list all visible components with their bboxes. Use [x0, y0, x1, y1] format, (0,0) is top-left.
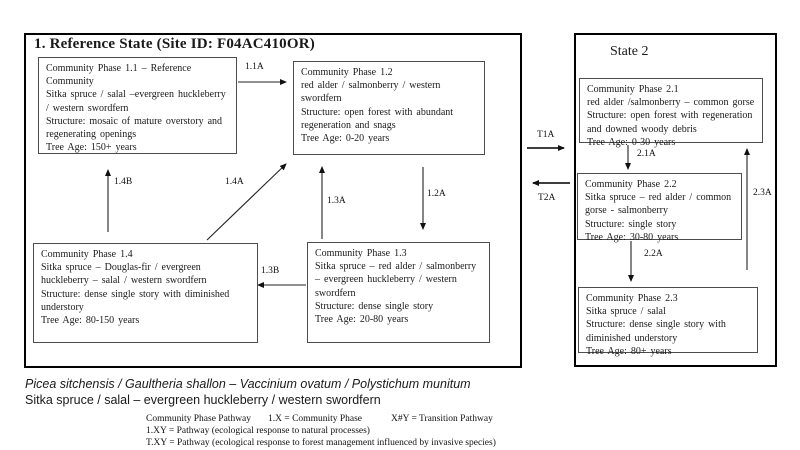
phase-box-2-1 — [579, 78, 763, 148]
phase-1-4-structure: Structure: dense single story with diminished understory — [41, 288, 230, 313]
phase-2-1-label: Community Phase 2.1 — [587, 84, 679, 95]
pathway-label-2-2A: 2.2A — [644, 249, 663, 259]
phase-box-2-3 — [578, 287, 758, 357]
state1-title: 1. Reference State (Site ID: F04AC410OR) — [34, 36, 315, 52]
legend-management-pathway: T.XY = Pathway (ecological response to forest management influenced by invasive species) — [146, 438, 496, 448]
phase-box-1-1 — [38, 57, 237, 154]
pathway-label-1-2A: 1.2A — [427, 189, 446, 199]
legend-phase-pathway: Community Phase Pathway — [146, 414, 252, 424]
phase-1-2-plants: red alder / salmonberry / western swordfern — [301, 80, 441, 105]
pathway-label-1-1A: 1.1A — [245, 62, 264, 72]
phase-2-3-age: Tree Age: 80+ years — [586, 345, 672, 357]
transition-label-T2A: T2A — [538, 193, 556, 203]
phase-1-3-label: Community Phase 1.3 — [315, 248, 407, 259]
legend-community-phase: 1.X = Community Phase — [268, 414, 363, 424]
phase-1-1-plants: Sitka spruce / salal –evergreen huckleberry / western swordfern — [46, 89, 226, 114]
phase-box-1-4 — [33, 243, 258, 343]
phase-2-2-age: Tree Age: 30-80 years — [585, 231, 679, 243]
phase-1-4-age: Tree Age: 80-150 years — [41, 314, 140, 326]
phase-2-2-plants: Sitka spruce – red alder / common gorse - salmonberry — [585, 192, 732, 217]
pathway-label-1-3B: 1.3B — [261, 266, 280, 276]
pathway-label-1-4B: 1.4B — [114, 177, 133, 187]
phase-1-2-structure: Structure: open forest with abundant regeneration and snags — [301, 106, 454, 131]
pathway-label-2-1A: 2.1A — [637, 149, 656, 159]
phase-1-3-plants: Sitka spruce – red alder / salmonberry – evergreen huckleberry / western swordfern — [315, 261, 477, 299]
phase-box-1-2 — [293, 61, 485, 155]
phase-2-3-structure: Structure: dense single story with diminished understory — [586, 319, 726, 344]
phase-2-1-structure: Structure: open forest with regeneration and downed woody debris — [587, 110, 753, 135]
phase-1-4-label: Community Phase 1.4 — [41, 249, 133, 260]
state2-title: State 2 — [610, 44, 649, 59]
phase-1-3-structure: Structure: dense single story — [315, 300, 434, 312]
phase-1-2-label: Community Phase 1.2 — [301, 67, 393, 78]
footer-latin-names: Picea sitchensis / Gaultheria shallon – Vaccinium ovatum / Polystichum munitum — [25, 377, 471, 391]
legend-natural-pathway: 1.XY = Pathway (ecological response to natural processes) — [146, 426, 370, 436]
phase-1-2-age: Tree Age: 0-20 years — [301, 132, 390, 144]
footer-common-names: Sitka spruce / salal – evergreen huckleberry / western swordfern — [25, 393, 381, 407]
transition-label-T1A: T1A — [537, 130, 555, 140]
phase-1-1-age: Tree Age: 150+ years — [46, 142, 137, 154]
phase-2-3-label: Community Phase 2.3 — [586, 293, 678, 304]
phase-1-4-plants: Sitka spruce – Douglas-fir / evergreen huckleberry – salal / western swordfern — [41, 262, 207, 287]
phase-2-2-structure: Structure: single story — [585, 218, 677, 230]
phase-1-1-label: Community Phase 1.1 – Reference Community — [46, 63, 192, 88]
legend-transition-pathway: X#Y = Transition Pathway — [391, 414, 493, 424]
phase-2-2-label: Community Phase 2.2 — [585, 179, 677, 190]
phase-1-1-structure: Structure: mosaic of mature overstory and regenerating openings — [46, 115, 223, 140]
phase-2-1-plants: red alder /salmonberry – common gorse — [587, 97, 755, 109]
phase-1-3-age: Tree Age: 20-80 years — [315, 313, 409, 325]
phase-box-2-2 — [577, 173, 742, 243]
pathway-label-1-3A: 1.3A — [327, 196, 346, 206]
pathway-label-1-4A: 1.4A — [225, 177, 244, 187]
phase-2-3-plants: Sitka spruce / salal — [586, 306, 666, 318]
pathway-label-2-3A: 2.3A — [753, 188, 772, 198]
phase-2-1-age: Tree Age: 0-30 years — [587, 136, 676, 148]
phase-box-1-3 — [307, 242, 490, 343]
